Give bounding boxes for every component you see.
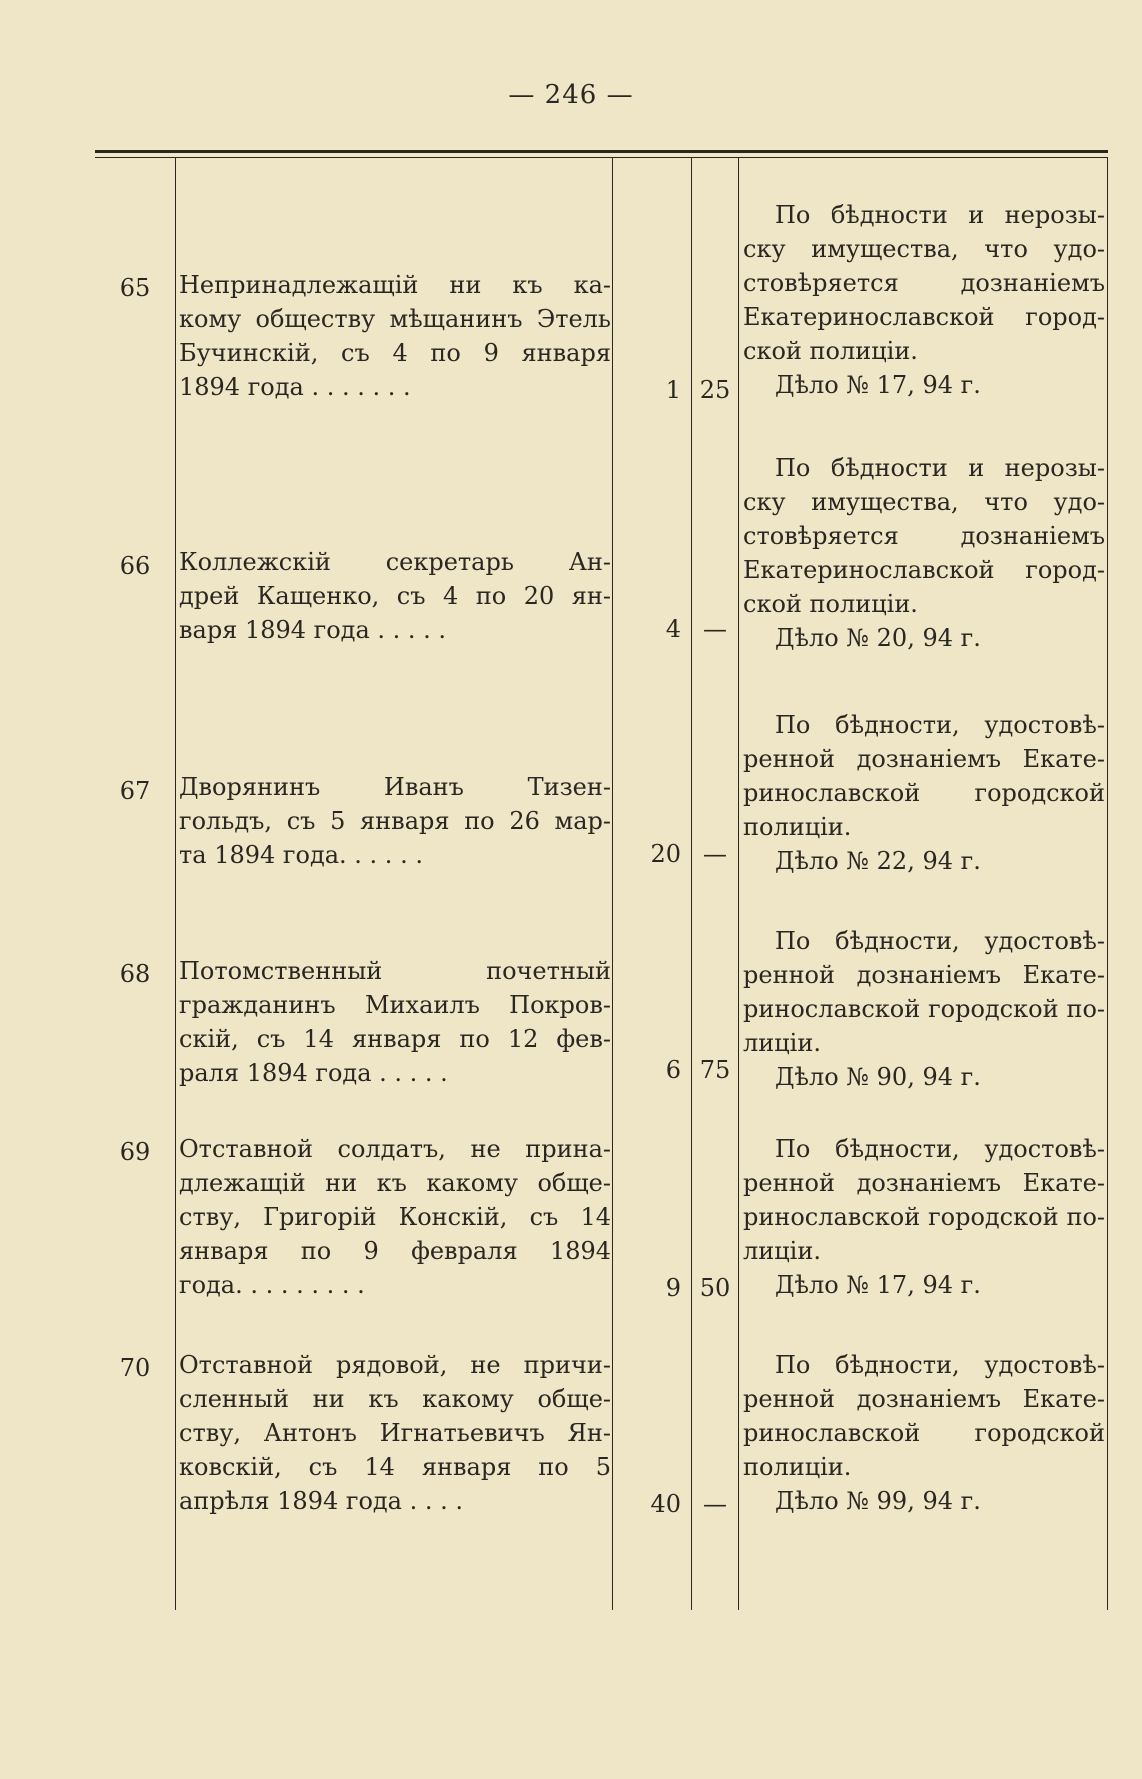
row-number: 69 (119, 1138, 151, 1166)
row-number: 68 (119, 960, 151, 988)
row-number: 65 (119, 274, 151, 302)
row-note: По бѣдности и нерозы- ску имущества, что удо- стовѣряется дознаніемъ Екатеринославской город- ской полиціи. Дѣло № 17, 94 г. (743, 198, 1105, 402)
amount-rubles: 6 (665, 1056, 681, 1084)
row-description: Дворянинъ Иванъ Тизен- гольдъ, съ 5 января по 26 мар- та 1894 года. . . . . . (179, 773, 611, 869)
row-note: По бѣдности и нерозы- ску имущества, что удо- стовѣряется дознаніемъ Екатеринославской город- ской полиціи. Дѣло № 20, 94 г. (743, 451, 1105, 655)
case-reference: Дѣло № 22, 94 г. (775, 847, 981, 875)
case-reference: Дѣло № 17, 94 г. (775, 1271, 981, 1299)
column-divider (1107, 158, 1108, 1610)
table-top-rule (95, 150, 1108, 153)
row-description: Отставной солдатъ, не прина- длежащій ни къ какому обще- ству, Григорій Конскій, съ 14 января по 9 февраля 1894 года. . . . . . . . . (179, 1135, 611, 1299)
amount-kopecks: 75 (699, 1056, 731, 1084)
ledger-table (95, 150, 1108, 1610)
amount-rubles: 4 (665, 615, 681, 643)
case-reference: Дѣло № 90, 94 г. (775, 1063, 981, 1091)
amount-kopecks: 25 (699, 376, 731, 404)
row-description: Коллежскій секретарь Ан- дрей Кащенко, съ 4 по 20 ян- варя 1894 года . . . . . (179, 548, 611, 644)
case-reference: Дѣло № 20, 94 г. (775, 624, 981, 652)
row-note: По бѣдности, удостовѣ- ренной дознаніемъ Екате- ринославской городской по- лиціи. Дѣло № 17, 94 г. (743, 1132, 1105, 1302)
row-description: Отставной рядовой, не причи- сленный ни къ какому обще- ству, Антонъ Игнатьевичъ Ян- ковскій, съ 14 января по 5 апрѣля 1894 года . . . . (179, 1351, 611, 1515)
amount-rubles: 40 (650, 1490, 681, 1518)
case-reference: Дѣло № 99, 94 г. (775, 1487, 981, 1515)
row-description: Потомственный почетный гражданинъ Михаилъ Покров- скій, съ 14 января по 12 фев- раля 1894 года . . . . . (179, 957, 611, 1087)
row-number: 70 (119, 1354, 151, 1382)
page-number: — 246 — (508, 80, 634, 110)
amount-rubles: 1 (665, 376, 681, 404)
amount-kopecks: — (703, 1490, 727, 1518)
amount-kopecks: — (703, 615, 727, 643)
row-number: 66 (119, 552, 151, 580)
row-number: 67 (119, 777, 151, 805)
row-note: По бѣдности, удостовѣ- ренной дознаніемъ Екате- ринославской городской полиціи. Дѣло № 22, 94 г. (743, 708, 1105, 878)
column-divider (175, 158, 176, 1610)
row-description: Непринадлежащій ни къ ка- кому обществу мѣщанинъ Этель Бучинскій, съ 4 по 9 января 1894 года . . . . . . . (179, 271, 611, 401)
table-top-rule-thin (95, 157, 1108, 158)
column-divider (738, 158, 739, 1610)
amount-kopecks: — (703, 840, 727, 868)
case-reference: Дѣло № 17, 94 г. (775, 371, 981, 399)
amount-kopecks: 50 (699, 1274, 731, 1302)
amount-rubles: 20 (650, 840, 681, 868)
row-note: По бѣдности, удостовѣ- ренной дознаніемъ Екате- ринославской городской полиціи. Дѣло № 99, 94 г. (743, 1348, 1105, 1518)
column-divider (691, 158, 692, 1610)
row-note: По бѣдности, удостовѣ- ренной дознаніемъ Екате- ринославской городской по- лиціи. Дѣло № 90, 94 г. (743, 924, 1105, 1094)
amount-rubles: 9 (665, 1274, 681, 1302)
column-divider (612, 158, 613, 1610)
